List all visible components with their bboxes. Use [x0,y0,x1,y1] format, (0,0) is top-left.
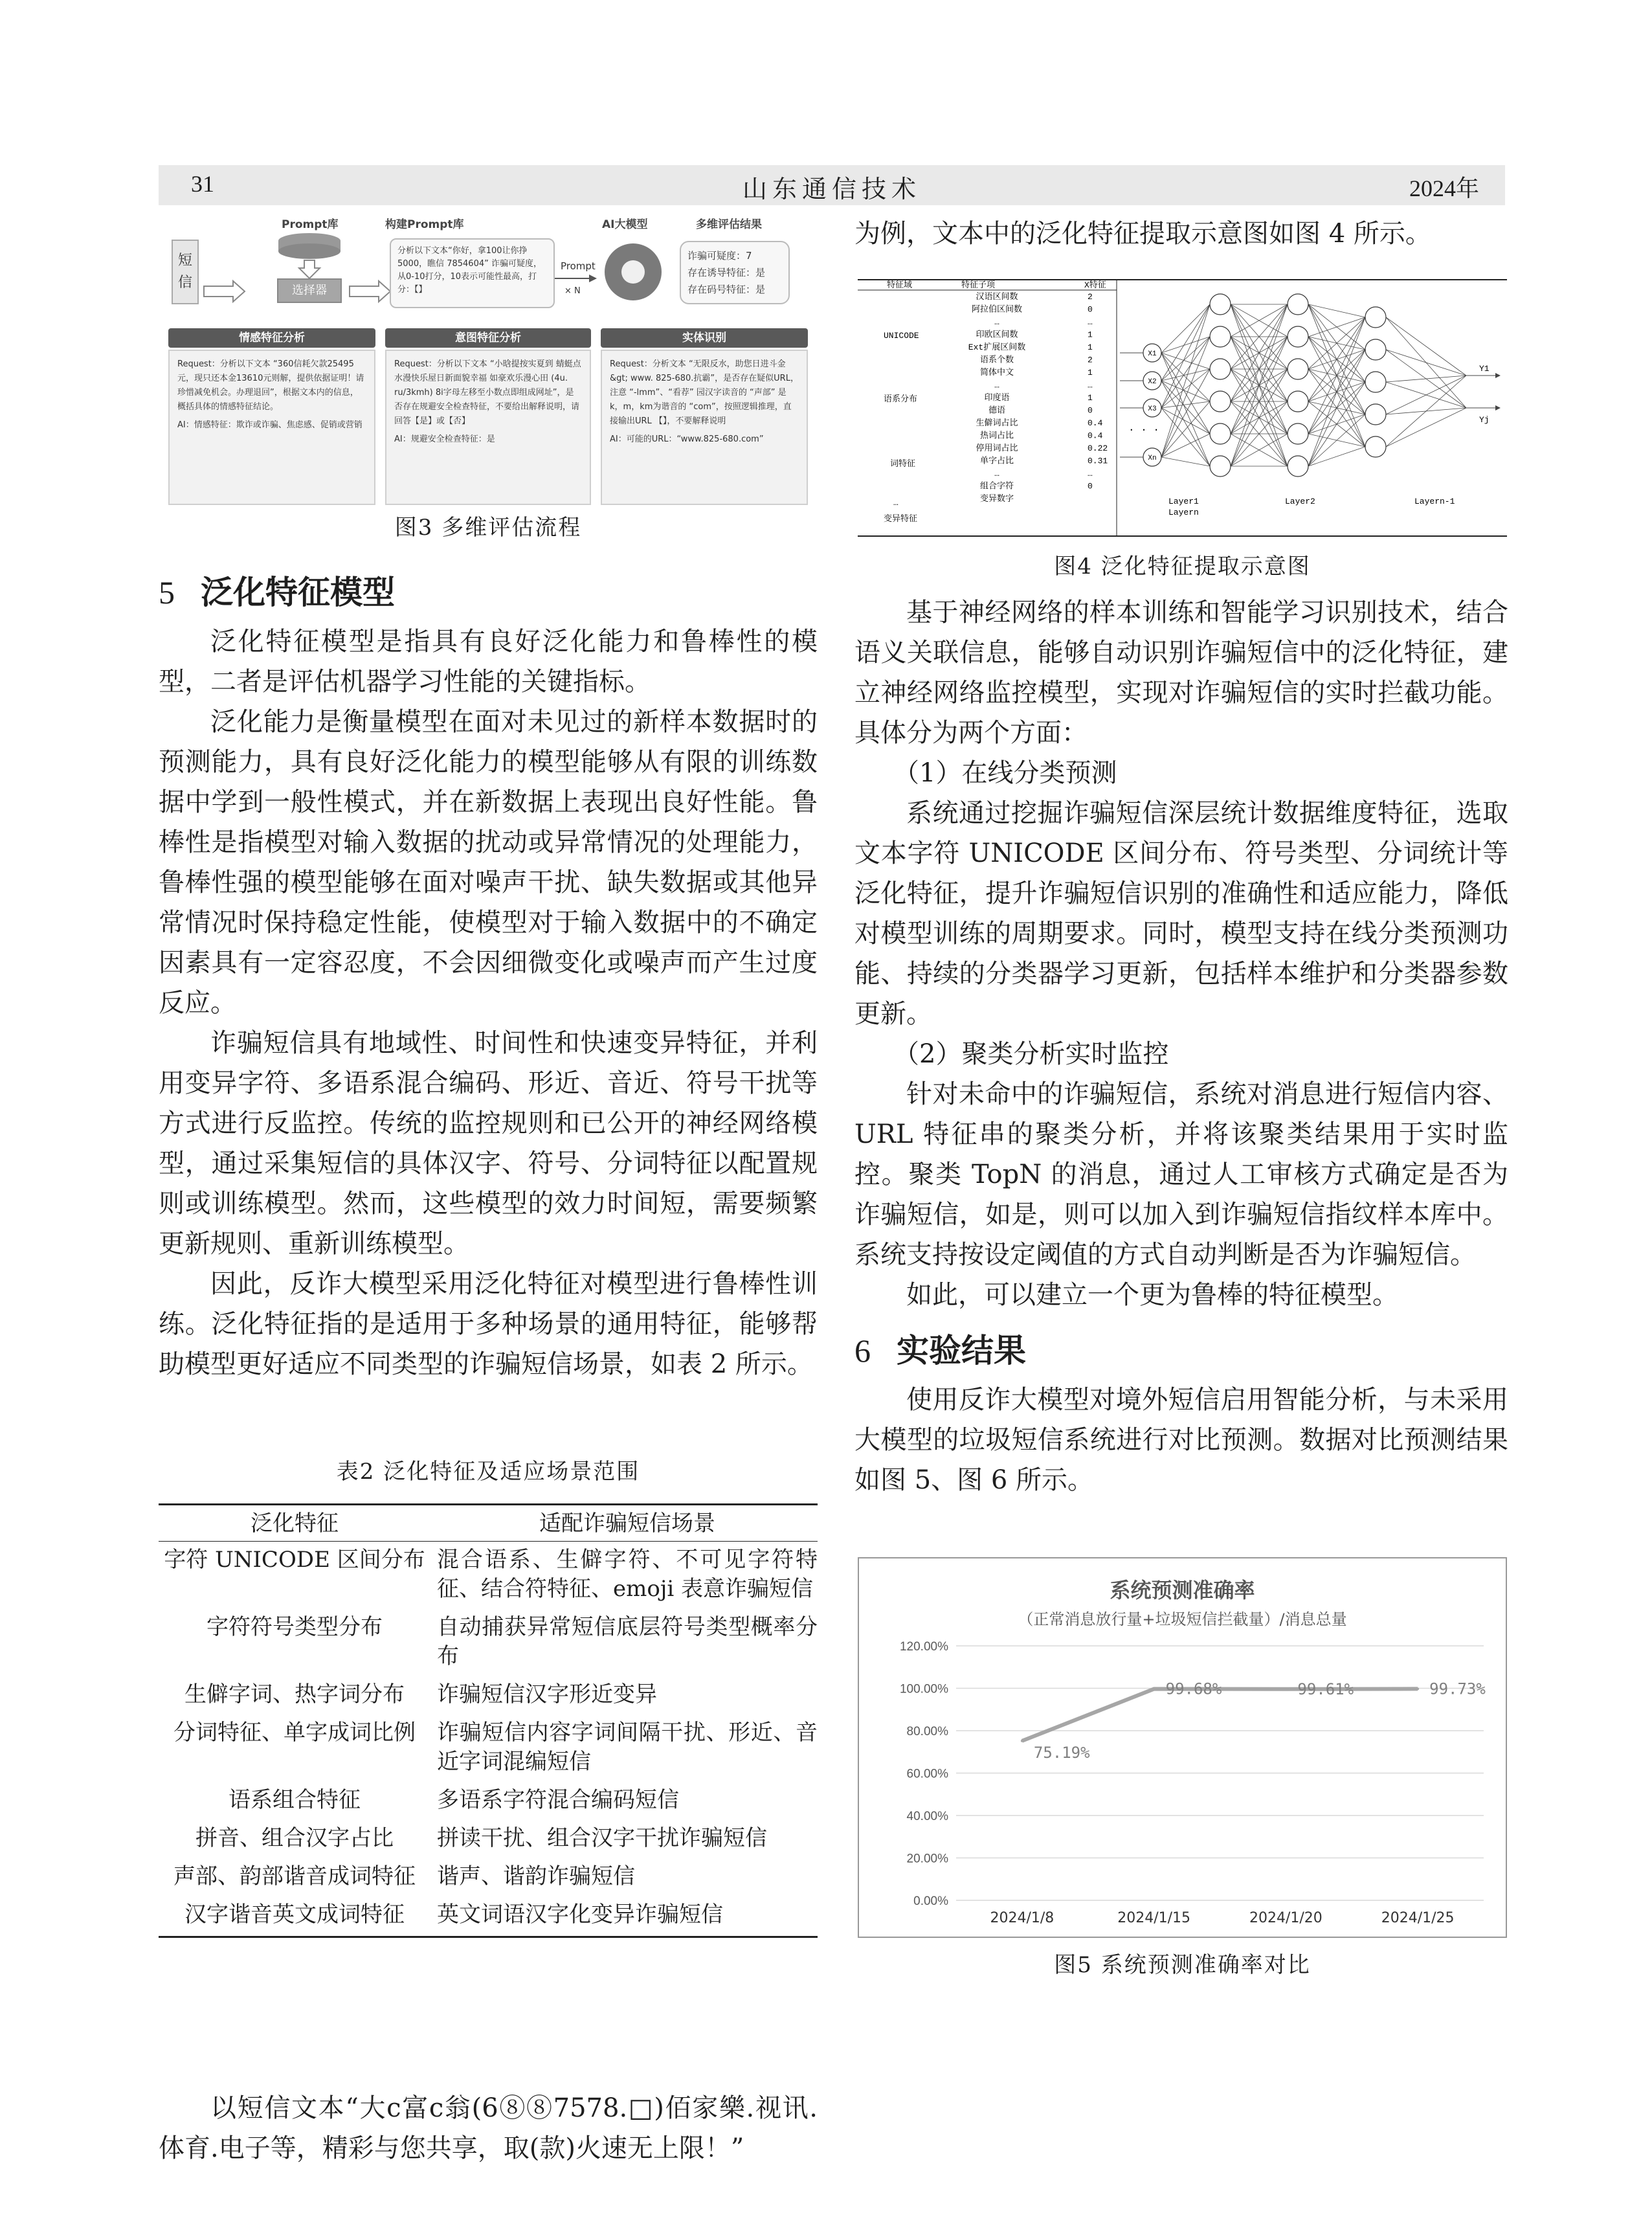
table-cell-feature: 声部、韵部谐音成词特征 [173,1863,416,1889]
panel-entity-ai: AI：可能的URL：“www.825-680.com” [610,434,764,444]
fig4-feature-value: 0.4 [1088,431,1103,441]
fig4-hidden-node [1288,456,1308,477]
fig4-feature-name: 生僻词占比 [976,418,1018,428]
fig4-edge [1161,337,1210,381]
panel-emotion-ai: AI：情感特征：欺诈或诈骗、焦虑感、促销或营销 [177,420,363,430]
fig4-feature-value: 1 [1088,393,1093,403]
chart-data-label: 99.68% [1165,1680,1222,1698]
panel-entity [601,350,808,505]
table-header-feature: 泛化特征 [251,1511,339,1536]
fig4-feature-name: 阿拉伯区间数 [971,304,1023,315]
right-paragraph-4: 如此，可以建立一个更为鲁棒的特征模型。 [906,1280,1398,1310]
chart-title: 系统预测准确率 [1110,1578,1255,1602]
right-paragraph-3: 针对未命中的诈骗短信，系统对消息进行短信内容、URL 特征串的聚类分析，并将该聚类结果用于实时监控。聚类 TopN 的消息，通过人工审核方式确定是否为诈骗短信，如是，则可以加入到诈骗短信指纹样本库中。系统支持按设定阈值的方式自动判断是否为诈骗短信。 [854,1079,1508,1270]
fig4-input-label: X1 [1148,350,1157,358]
fig4-edge [1308,447,1365,466]
fig4-edge [1161,408,1210,434]
list-item-2: （2）聚类分析实时监控 [893,1039,1169,1069]
fig4-header-sub: 特征子项 [961,280,996,290]
table-cell-scene: 谐声、谐韵诈骗短信 [437,1863,635,1889]
fig4-feature-value: … [1088,380,1093,390]
table-cell-feature: 生僻字词、热字词分布 [184,1681,405,1707]
fig4-feature-value: 2 [1088,292,1093,302]
selector-block [277,278,342,303]
fig4-header-domain: 特征域 [887,280,913,290]
result-box: 诈骗可疑度：7 存在诱导特征：是 存在码号特征：是 [680,241,790,304]
fig4-ellipsis: . . . [1128,422,1160,434]
chart-ytick-label: 40.00% [906,1810,948,1823]
fig4-layern: Layern [1168,508,1199,517]
panel-intent-request: Request：分析以下文本 “小晗提按实夏到 蜻蜓点水漫快乐屋日新面貌幸福 如豪欢乐漫心田 (4u. ru/3kmh) 8i字母左移至小数点即组成网址”，是否存在规避安全检查特征，不要给出解释说明，请回答【是】或【否】 [394,359,581,426]
fig4-feature-name: … [994,380,999,390]
fig4-feature-name: 印欧区间数 [976,330,1018,340]
prompt-arrow-label: Prompt [561,260,596,272]
fig4-edge [1161,304,1210,408]
fig4-feature-name: 简体中文 [979,368,1014,377]
fig4-layer1: Layer1 [1168,497,1199,506]
table-2-caption: 表2 泛化特征及适应场景范围 [336,1459,640,1485]
section-5-heading [159,563,818,622]
fig4-edge [1386,376,1466,382]
fig4-group-variant: 变异特征 [884,514,918,524]
fig4-feature-value: … [1088,317,1093,327]
fig4-feature-value: 1 [1088,330,1093,340]
fig4-edge [1161,304,1210,353]
fig4-edge [1161,457,1210,466]
fig4-hidden-node [1210,359,1231,379]
panel-intent-ai: AI：规避安全检查特征：是 [394,434,495,444]
panel-intent [385,350,591,505]
fig4-group-lang: 语系分布 [884,394,918,404]
table-2 [159,1503,818,1938]
chart-data-point [1021,1740,1023,1742]
ai-model-label: AI大模型 [602,218,648,231]
section-6-title: 实验结果 [897,1332,1026,1369]
fig4-hidden-node [1288,423,1308,444]
fig4-feature-value: 2 [1088,355,1093,365]
section-5-title: 泛化特征模型 [201,574,395,611]
fig4-hidden-node [1288,359,1308,379]
fig4-feature-value: 0.31 [1088,456,1108,466]
fig4-output-label: Y1 [1479,364,1490,374]
build-prompt-label: 构建Prompt库 [385,218,464,231]
fig4-hidden-node [1210,456,1231,477]
fig4-feature-value: … [1088,469,1093,478]
table-header-scene: 适配诈骗短信场景 [539,1511,715,1536]
fig4-neural-network [1120,294,1501,477]
fig4-edge [1386,376,1466,414]
fig4-edge [1308,317,1365,466]
fig4-edge [1308,317,1365,401]
table-row [159,1786,818,1815]
panel-entity-request: Request：分析文本 “无限反水，助您日进斗金&gt; www. 825-680.抗霸”，是否存在疑似URL，注意 “-lmm”、“看荐” 园汉字读音的 “声部” 是k，m，km为谐音的 “com”，按照逻辑推理，直接输出URL 【】，不要解释说明 [610,359,799,426]
fig4-hidden-node [1365,436,1386,457]
fig4-edge [1386,317,1466,376]
fig4-output-arrowhead [1495,405,1501,410]
fig4-feature-value: 1 [1088,343,1093,352]
right-column [854,592,1508,1500]
chart-ytick-label: 20.00% [906,1852,948,1866]
fig4-hidden-node [1210,423,1231,444]
fig4-edge [1308,382,1365,466]
journal-year: 2024年 [1409,175,1479,201]
right-paragraph-2: 系统通过挖掘诈骗短信深层统计数据维度特征，选取文本字符 UNICODE 区间分布、符号类型、分词统计等泛化特征，提升诈骗短信识别的准确性和适应能力，降低对模型训练的周期要求。同时，模型支持在线分类预测功能、持续的分类器学习更新，包括样本维护和分类器参数更新。 [854,798,1508,1029]
chart-ytick-label: 0.00% [913,1894,948,1908]
fig4-feature-rows [968,291,1108,504]
fig4-edge [1161,353,1210,401]
selector-label: 选择器 [292,284,327,297]
table-row [159,1900,818,1929]
table-header-row [159,1505,818,1541]
fig4-hidden-node [1288,326,1308,347]
chart-ytick-label: 100.00% [899,1682,948,1696]
right-column-top [854,214,1508,254]
chart-ytick-label: 60.00% [906,1767,948,1781]
figure-5-caption: 图5 系统预测准确率对比 [1054,1952,1311,1978]
fig4-feature-name: 停用词占比 [976,444,1018,453]
figure-4 [858,278,1507,537]
chart-data-point [1153,1688,1155,1691]
fig4-feature-value: 1 [1088,368,1093,377]
fig4-edge [1161,304,1210,381]
figure-5-chart [858,1557,1507,1938]
left-column [159,563,818,1384]
table-row [159,1613,818,1671]
fig4-edge [1161,337,1210,353]
sec5-paragraph-3: 诈骗短信具有地域性、时间性和快速变异特征，并利用变异字符、多语系混合编码、形近、音近、符号干扰等方式进行反监控。传统的监控规则和已公开的神经网络模型，通过采集短信的具体汉字、符号、分词特征以配置规则或训练模型。然而，这些模型的效力时间短，需要频繁更新规则、重新训练模型。 [159,1028,818,1259]
table-cell-feature: 字符 UNICODE 区间分布 [164,1547,425,1573]
prompt-lib-label: Prompt库 [282,218,339,231]
table-cell-scene: 自动捕获异常短信底层符号类型概率分布 [437,1614,818,1669]
feature-extraction-diagram [858,278,1507,537]
sec5-paragraph-1: 泛化特征模型是指具有良好泛化能力和鲁棒性的模型，二者是评估机器学习性能的关键指标。 [159,627,818,697]
chart-data-point [1416,1687,1419,1690]
eval-result-label: 多维评估结果 [696,218,762,231]
fig4-feature-value: 0 [1088,481,1093,491]
section-5-number: 5 [159,574,175,611]
fig4-input-label: Xn [1148,455,1157,462]
sec6-paragraph-1: 使用反诈大模型对境外短信启用智能分析，与未采用大模型的垃圾短信系统进行对比预测。数据对比预测结果如图 5、图 6 所示。 [854,1385,1508,1495]
chart-xtick-label: 2024/1/20 [1249,1910,1323,1926]
table-row [159,1546,818,1604]
sms-label: 短信 [177,253,192,291]
panel-emotion [168,350,375,505]
table-cell-feature: 汉字谐音英文成词特征 [184,1902,405,1928]
fig4-edge [1161,381,1210,401]
right-paragraph-1: 基于神经网络的样本训练和智能学习识别技术，结合语义关联信息，能够自动识别诈骗短信中的泛化特征，建立神经网络监控模型，实现对诈骗短信的实时拦截功能。具体分为两个方面： [854,598,1508,748]
fig4-feature-name: Ext扩展区间数 [968,343,1026,352]
section-6-heading [854,1321,1508,1380]
chart-ytick-label: 120.00% [899,1640,948,1654]
fig4-edge [1386,408,1466,447]
chart-data-point [1284,1688,1287,1691]
table-cell-scene: 诈骗短信汉字形近变异 [437,1681,657,1707]
table-row [159,1862,818,1891]
fig4-feature-name: 语系个数 [979,355,1014,365]
panel-emotion-title: 情感特征分析 [168,328,375,348]
fig4-layer-last: Layern-1 [1414,497,1455,506]
fig4-feature-name: 变异数字 [979,494,1014,504]
table-cell-feature: 语系组合特征 [229,1787,361,1813]
page-number: 31 [191,171,214,197]
fig4-output-label: Yj [1479,415,1490,425]
chart-subtitle: （正常消息放行量+垃圾短信拦截量）/消息总量 [1018,1610,1347,1628]
figure-3 [162,214,816,508]
fig4-group-ellipsis: … [893,498,899,508]
prompt-arrow-sub: × N [564,286,581,296]
figure-4-caption: 图4 泛化特征提取示意图 [1054,554,1311,579]
chart-xtick-label: 2024/1/15 [1117,1910,1191,1926]
fig4-group-word: 词特征 [890,459,916,469]
fig4-feature-value: 0.22 [1088,444,1108,453]
fig4-input-label: X3 [1148,405,1157,413]
fig4-input-label: X2 [1148,378,1157,386]
sec5-paragraph-2: 泛化能力是衡量模型在面对未见过的新样本数据时的预测能力，具有良好泛化能力的模型能够从有限的训练数据中学到一般性模式，并在新数据上表现出良好性能。鲁棒性是指模型对输入数据的扰动或异常情况的处理能力，鲁棒性强的模型能够在面对噪声干扰、缺失数据或其他异常情况时保持稳定性能，使模型对于输入数据中的不确定因素具有一定容忍度，不会因细微变化或噪声而产生过度反应。 [159,707,818,1018]
table-cell-scene: 多语系字符混合编码短信 [437,1787,679,1813]
fig4-hidden-node [1210,326,1231,347]
fig4-feature-name: 汉语区间数 [976,292,1018,302]
fig4-header-x: X特征 [1084,280,1106,290]
fig4-group-unicode: UNICODE [884,331,919,341]
table-cell-scene: 拼读干扰、组合汉字干扰诈骗短信 [437,1825,767,1851]
chart-ytick-label: 80.00% [906,1725,948,1738]
sec5-paragraph-4: 因此，反诈大模型采用泛化特征对模型进行鲁棒性训练。泛化特征指的是适用于多种场景的通用特征，能够帮助模型更好适应不同类型的诈骗短信场景，如表 2 所示。 [159,1269,818,1379]
fig4-hidden-node [1288,294,1308,315]
table-cell-feature: 字符符号类型分布 [206,1614,383,1640]
table-row [159,1680,818,1709]
fig4-hidden-node [1288,391,1308,412]
table-row [159,1718,818,1777]
chart-data-label: 75.19% [1033,1743,1090,1762]
fig4-feature-value: 0 [1088,304,1093,315]
panel-intent-title: 意图特征分析 [385,328,591,348]
section-6-number: 6 [854,1332,871,1369]
fig4-feature-value: 0 [1088,405,1093,416]
fig4-feature-value: 0.4 [1088,418,1103,428]
running-header [159,165,1505,205]
fig4-output-arrowhead [1495,373,1501,378]
fig4-hidden-node [1365,404,1386,425]
sms-example-paragraph: 以短信文本“大c富c翁(6⑧⑧7578.□)佰家樂.视讯.体育.电子等，精彩与您共享，取(款)火速无上限！” [159,2093,818,2163]
fig4-feature-name: … [994,317,999,327]
chart-plot [859,1558,1506,1937]
fig4-hidden-node [1365,372,1386,392]
journal-name: 山东通信技术 [742,175,921,203]
fig4-intro-line: 为例，文本中的泛化特征提取示意图如图 4 所示。 [854,219,1431,249]
chart-xtick-label: 2024/1/25 [1381,1910,1455,1926]
fig4-feature-name: 单字占比 [979,456,1014,466]
fig4-hidden-node [1365,339,1386,360]
fig4-edge [1386,376,1466,447]
table-row [159,1824,818,1853]
left-column-end [159,2088,818,2168]
table-cell-feature: 分词特征、单字成词比例 [173,1720,416,1746]
fig4-edge [1308,317,1365,337]
fig4-feature-name: 德语 [988,405,1006,416]
chart-xtick-label: 2024/1/8 [990,1910,1055,1926]
fig4-edge [1386,350,1466,376]
fig4-edge [1161,369,1210,457]
table-cell-feature: 拼音、组合汉字占比 [195,1825,394,1851]
fig4-hidden-node [1210,391,1231,412]
fig4-feature-name: 组合字符 [979,481,1014,491]
chart-data-label: 99.73% [1429,1680,1486,1698]
list-item-1: （1）在线分类预测 [893,758,1117,788]
fig4-feature-name: 印度语 [984,393,1010,403]
prompt-template-box: 分析以下文本“你好，拿100让你挣5000，瞧信 7854604” 诈骗可疑度，从0-10打分，10表示可能性最高，打分：【】 [390,238,555,308]
panel-entity-title: 实体识别 [601,328,808,348]
fig4-feature-name: … [994,469,999,478]
fig4-feature-name: 热词占比 [979,431,1014,441]
panel-emotion-request: Request：分析以下文本 “360信耗欠款25495元，现只还本金13610元则解，提供依据证明！请珍惜减免机会。办理退回”，根据文本内的信息，概括具体的情感特征结论。 [177,359,364,412]
chart-data-label: 99.61% [1297,1680,1354,1698]
fig4-hidden-node [1210,294,1231,315]
fig4-edge [1161,304,1210,457]
figure-3-caption: 图3 多维评估流程 [394,515,582,541]
table-cell-scene: 诈骗短信内容字词间隔干扰、形近、音近字词混编短信 [437,1720,818,1775]
fig4-hidden-node [1365,307,1386,328]
table-cell-scene: 英文词语汉字化变异诈骗短信 [437,1902,723,1928]
table-cell-scene: 混合语系、生僻字符、不可见字符特征、结合符特征、emoji 表意诈骗短信 [437,1547,818,1602]
fig4-layer2: Layer2 [1285,497,1315,506]
